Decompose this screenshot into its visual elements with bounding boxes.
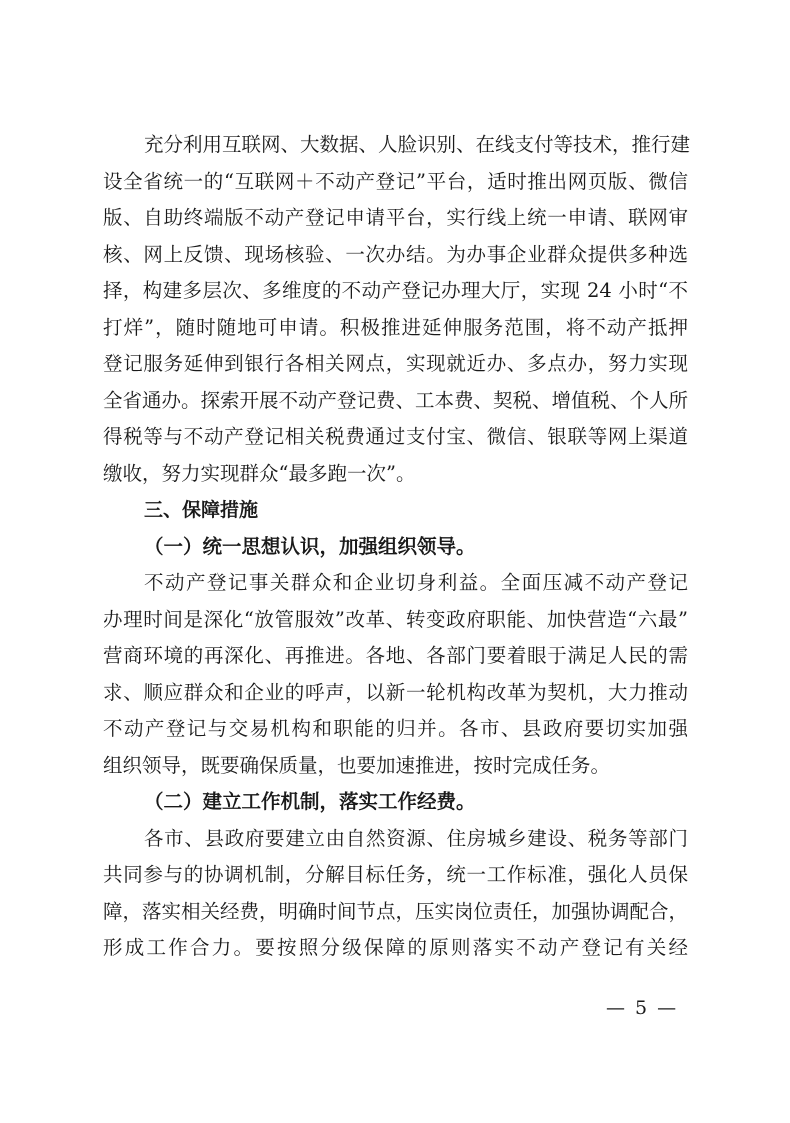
- paragraph-2-line: 不动产登记与交易机构和职能的归并。各市、县政府要切实加强: [103, 717, 688, 740]
- paragraph-3-line: 形成工作合力。要按照分级保障的原则落实不动产登记有关经: [103, 936, 688, 959]
- paragraph-2-line: 组织领导，既要确保质量，也要加速推进，按时完成任务。: [103, 753, 611, 777]
- paragraph-1-line: 全省通办。探索开展不动产登记费、工本费、契税、增值税、个人所: [103, 388, 689, 412]
- paragraph-1-line: 设全省统一的“互联网＋不动产登记”平台，适时推出网页版、微信: [103, 169, 688, 193]
- subsection-heading-1: （一）统一思想认识，加强组织领导。: [144, 534, 476, 558]
- paragraph-3-line: 各市、县政府要建立由自然资源、住房城乡建设、税务等部门: [144, 826, 688, 850]
- paragraph-1-line: 充分利用互联网、大数据、人脸识别、在线支付等技术，推行建: [144, 133, 691, 156]
- paragraph-2-line: 营商环境的再深化、再推进。各地、各部门要着眼于满足人民的需: [103, 644, 688, 667]
- paragraph-2-line: 求、顺应群众和企业的呼声，以新一轮机构改革为契机，大力推动: [103, 680, 688, 704]
- paragraph-1-line: 核、网上反馈、现场核验、一次办结。为办事企业群众提供多种选: [103, 242, 688, 266]
- paragraph-1-line: 登记服务延伸到银行各相关网点，实现就近办、多点办，努力实现: [103, 352, 688, 375]
- document-body: [103, 127, 691, 967]
- page-number: — 5 —: [606, 997, 679, 1019]
- paragraph-1-line: 择，构建多层次、多维度的不动产登记办理大厅，实现 24 小时“不: [103, 279, 688, 302]
- paragraph-2-line: 不动产登记事关群众和企业切身利益。全面压减不动产登记: [144, 571, 688, 594]
- paragraph-1-line: 版、自助终端版不动产登记申请平台，实行线上统一申请、联网审: [103, 206, 688, 229]
- paragraph-2-line: 办理时间是深化“放管服效”改革、转变政府职能、加快营造“六最”: [103, 607, 688, 631]
- paragraph-3-line: 障，落实相关经费，明确时间节点，压实岗位责任，加强协调配合，: [103, 899, 689, 923]
- subsection-heading-2: （二）建立工作机制，落实工作经费。: [144, 790, 476, 813]
- section-heading: 三、保障措施: [144, 499, 259, 521]
- paragraph-1-line: 缴收，努力实现群众“最多跑一次”。: [103, 461, 416, 485]
- paragraph-1-line: 得税等与不动产登记相关税费通过支付宝、微信、银联等网上渠道: [103, 425, 688, 448]
- paragraph-3-line: 共同参与的协调机制，分解目标任务，统一工作标准，强化人员保: [103, 863, 688, 886]
- paragraph-1-line: 打烊”，随时随地可申请。积极推进延伸服务范围，将不动产抵押: [103, 315, 688, 339]
